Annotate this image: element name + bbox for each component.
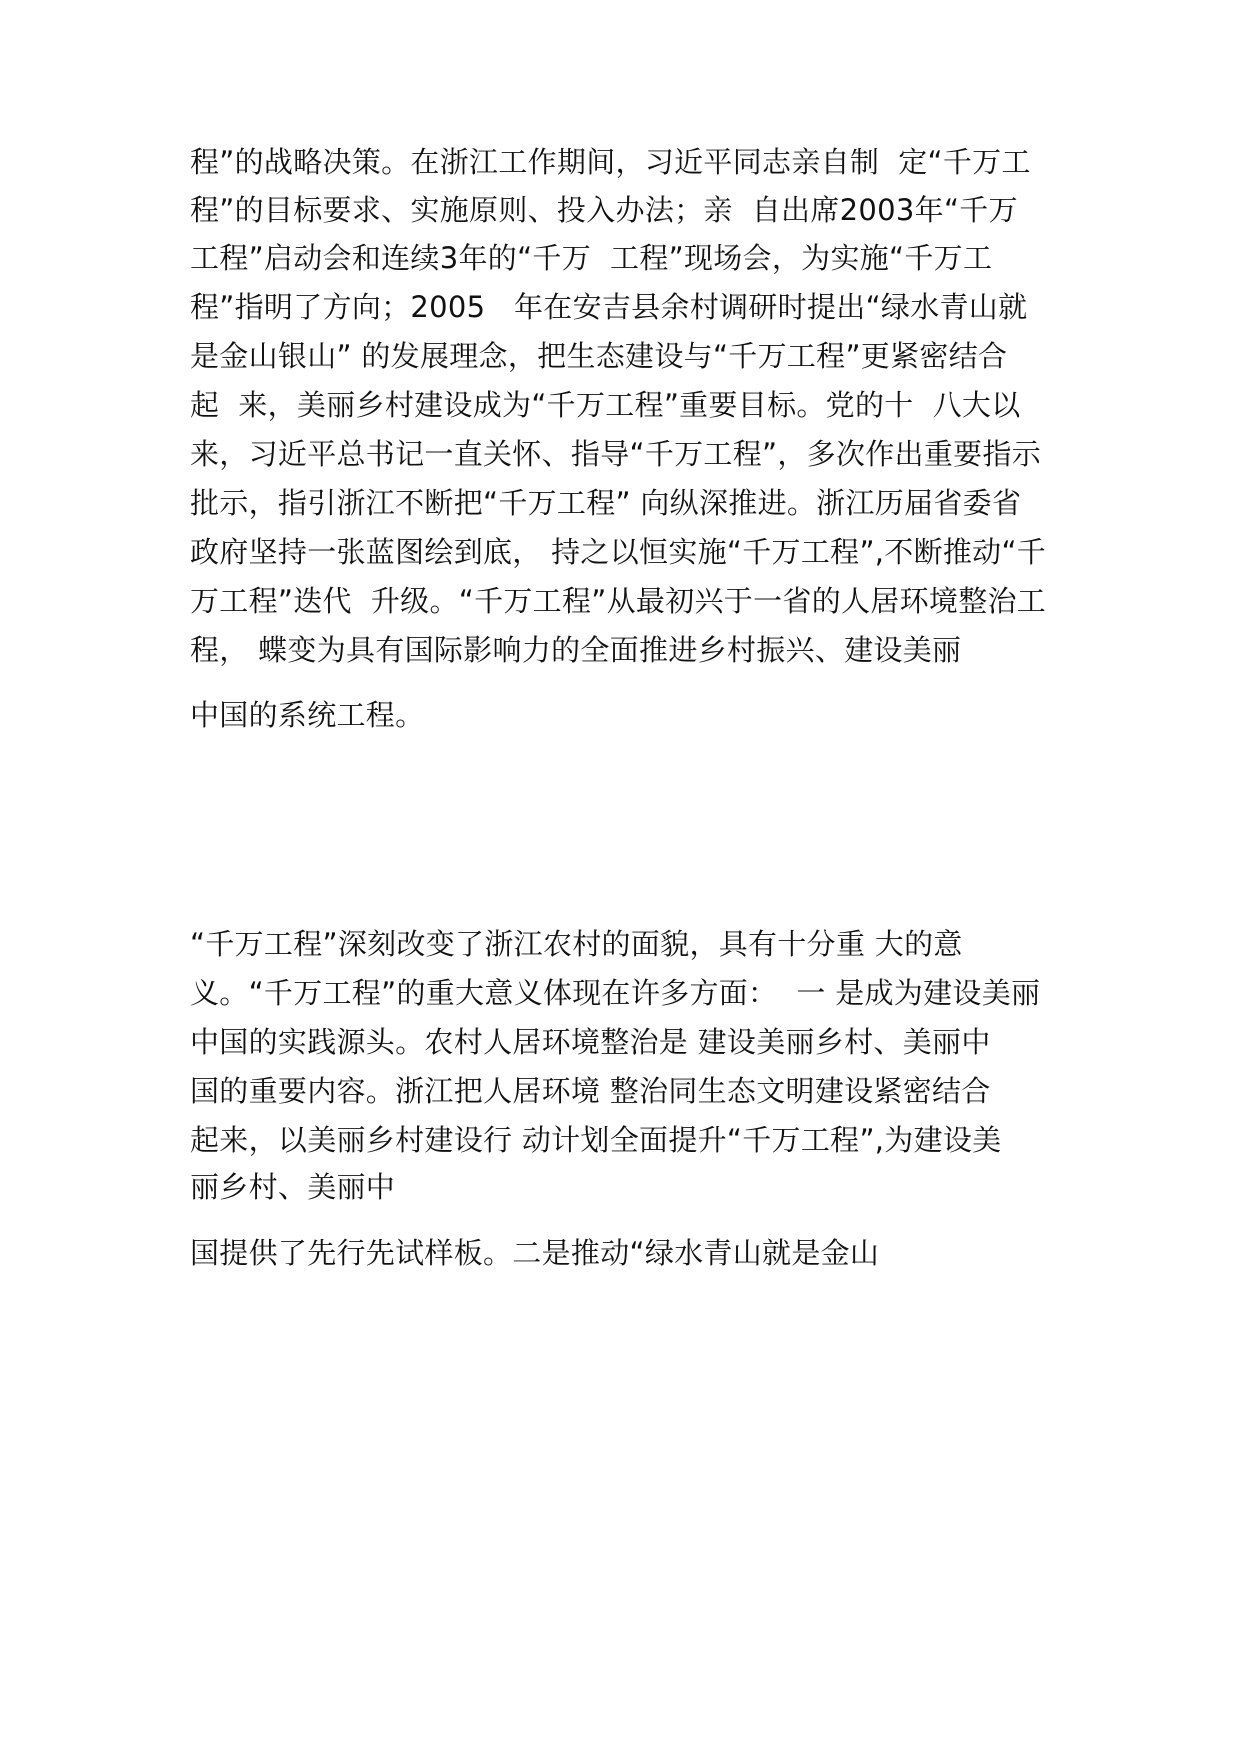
paragraph-2-line-5: 起来，以美丽乡村建设行 动计划全面提升“千万工程”,为建设美 bbox=[190, 1123, 1002, 1157]
paragraph-1-line-2: 程”的目标要求、实施原则、投入办法；亲 自出席2003年“千万 bbox=[190, 193, 1018, 227]
paragraph-1-line-5: 是金山银山” 的发展理念，把生态建设与“千万工程”更紧密结合 bbox=[190, 339, 1008, 373]
paragraph-1-line-8: 批示，指引浙江不断把“千万工程” 向纵深推进。浙江历届省委省 bbox=[190, 486, 1022, 520]
paragraph-1-line-11: 程， 蝶变为具有国际影响力的全面推进乡村振兴、建设美丽 bbox=[190, 633, 962, 667]
paragraph-1-line-7: 来，习近平总书记一直关怀、指导“千万工程”，多次作出重要指示 bbox=[190, 437, 1042, 471]
paragraph-1-line-6: 起 来，美丽乡村建设成为“千万工程”重要目标。党的十 八大以 bbox=[190, 388, 1021, 422]
paragraph-2-line-3: 中国的实践源头。农村人居环境整治是 建设美丽乡村、美丽中 bbox=[190, 1025, 991, 1059]
paragraph-2-line-1: “千万工程”深刻改变了浙江农村的面貌，具有十分重 大的意 bbox=[190, 927, 963, 961]
paragraph-2-line-7: 国提供了先行先试样板。二是推动“绿水青山就是金山 bbox=[190, 1236, 880, 1270]
paragraph-1-line-1: 程”的战略决策。在浙江工作期间，习近平同志亲自制 定“千万工 bbox=[190, 145, 1031, 179]
paragraph-2-line-4: 国的重要内容。浙江把人居环境 整治同生态文明建设紧密结合 bbox=[190, 1074, 991, 1108]
paragraph-1-line-3: 工程”启动会和连续3年的“千万 工程”现场会，为实施“千万工 bbox=[190, 241, 993, 275]
paragraph-2-line-6: 丽乡村、美丽中 bbox=[190, 1170, 396, 1204]
paragraph-1-line-12: 中国的系统工程。 bbox=[190, 698, 425, 732]
paragraph-2-line-2: 义。“千万工程”的重大意义体现在许多方面： 一 是成为建设美丽 bbox=[190, 976, 1041, 1010]
paragraph-1-line-4: 程”指明了方向；2005 年在安吉县余村调研时提出“绿水青山就 bbox=[190, 290, 1028, 324]
paragraph-1-line-10: 万工程”迭代 升级。“千万工程”从最初兴于一省的人居环境整治工 bbox=[190, 584, 1047, 618]
paragraph-1-line-9: 政府坚持一张蓝图绘到底， 持之以恒实施“千万工程”,不断推动“千 bbox=[190, 535, 1047, 569]
